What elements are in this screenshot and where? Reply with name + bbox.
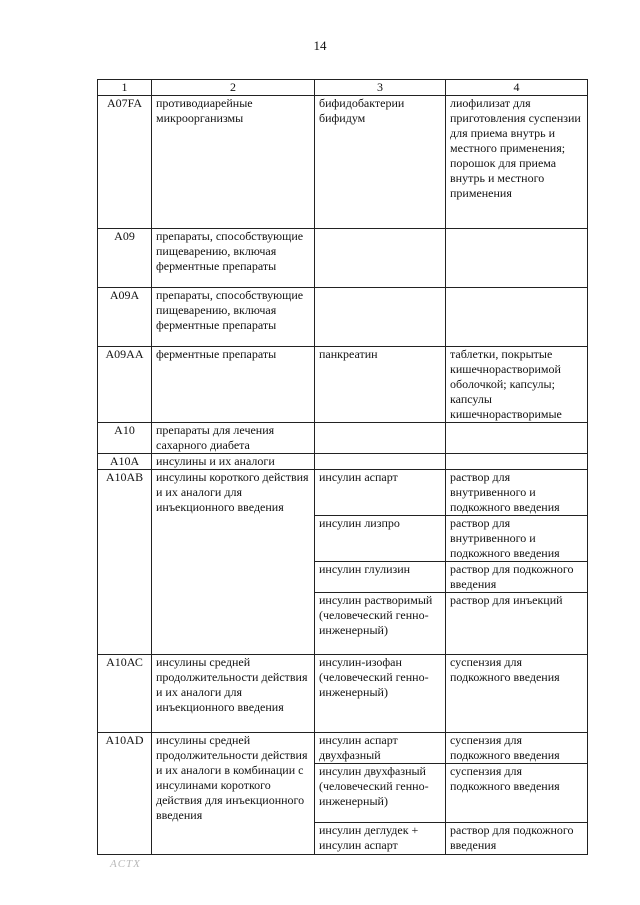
drug-table — [97, 79, 588, 855]
dosage-form-cell: раствор для внутривенного и подкожного введения — [446, 516, 588, 562]
group-name-cell: инсулины средней продолжительности действия и их аналоги в комбинации с инсулинами короткого действия для инъекционного введения — [152, 733, 315, 855]
drug-name-cell — [315, 454, 446, 470]
page-number: 14 — [313, 38, 327, 53]
group-name-cell: ферментные препараты — [152, 347, 315, 423]
table-row — [98, 454, 588, 470]
drug-name-cell: инсулин глулизин — [315, 562, 446, 593]
drug-name-cell: инсулин деглудек + инсулин аспарт — [315, 823, 446, 855]
dosage-form-cell — [446, 229, 588, 288]
group-name-cell: инсулины средней продолжительности действия и их аналоги для инъекционного введения — [152, 655, 315, 733]
group-name-cell: препараты для лечения сахарного диабета — [152, 423, 315, 454]
group-name-cell: инсулины и их аналоги — [152, 454, 315, 470]
column-header: 3 — [315, 80, 446, 96]
column-header: 1 — [98, 80, 152, 96]
atc-code-cell: А10А — [98, 454, 152, 470]
drug-name-cell: инсулин лизпро — [315, 516, 446, 562]
group-name-cell: препараты, способствующие пищеварению, включая ферментные препараты — [152, 288, 315, 347]
drug-name-cell: инсулин растворимый (человеческий генно-инженерный) — [315, 593, 446, 655]
drug-name-cell — [315, 229, 446, 288]
dosage-form-cell — [446, 454, 588, 470]
table-row — [98, 423, 588, 454]
dosage-form-cell — [446, 423, 588, 454]
drug-name-cell: инсулин двухфазный (человеческий генно-инженерный) — [315, 764, 446, 823]
group-name-cell: инсулины короткого действия и их аналоги для инъекционного введения — [152, 470, 315, 655]
atc-code-cell: А10АD — [98, 733, 152, 855]
atc-code-cell: А09АА — [98, 347, 152, 423]
atc-code-cell: А10АС — [98, 655, 152, 733]
atc-code-cell: А10АВ — [98, 470, 152, 655]
table-row — [98, 347, 588, 423]
drug-name-cell: инсулин аспарт двухфазный — [315, 733, 446, 764]
drug-name-cell: инсулин аспарт — [315, 470, 446, 516]
dosage-form-cell: суспензия для подкожного введения — [446, 764, 588, 823]
drug-name-cell: инсулин-изофан (человеческий генно-инженерный) — [315, 655, 446, 733]
atc-code-cell: А10 — [98, 423, 152, 454]
drug-name-cell: бифидобактерии бифидум — [315, 96, 446, 229]
dosage-form-cell: раствор для инъекций — [446, 593, 588, 655]
dosage-form-cell: раствор для подкожного введения — [446, 823, 588, 855]
drug-name-cell: панкреатин — [315, 347, 446, 423]
column-header: 2 — [152, 80, 315, 96]
dosage-form-cell: лиофилизат для приготовления суспензии для приема внутрь и местного применения; порошок для приема внутрь и местного применения — [446, 96, 588, 229]
group-name-cell: препараты, способствующие пищеварению, включая ферментные препараты — [152, 229, 315, 288]
drug-name-cell — [315, 288, 446, 347]
column-header: 4 — [446, 80, 588, 96]
drug-name-cell — [315, 423, 446, 454]
dosage-form-cell — [446, 288, 588, 347]
atc-code-cell: А09А — [98, 288, 152, 347]
atc-code-cell: А09 — [98, 229, 152, 288]
dosage-form-cell: суспензия для подкожного введения — [446, 733, 588, 764]
dosage-form-cell: раствор для подкожного введения — [446, 562, 588, 593]
table-row — [98, 655, 588, 733]
dosage-form-cell: таблетки, покрытые кишечнорастворимой оболочкой; капсулы; капсулы кишечнорастворимые — [446, 347, 588, 423]
table-row — [98, 288, 588, 347]
header-row — [98, 80, 588, 96]
group-name-cell: противодиарейные микроорганизмы — [152, 96, 315, 229]
atc-code-cell: А07FA — [98, 96, 152, 229]
dosage-form-cell: раствор для внутривенного и подкожного введения — [446, 470, 588, 516]
footer-stamp: ACTX — [110, 858, 141, 870]
table-row — [98, 229, 588, 288]
table-row — [98, 733, 588, 764]
dosage-form-cell: суспензия для подкожного введения — [446, 655, 588, 733]
table-row — [98, 96, 588, 229]
table-row — [98, 470, 588, 516]
